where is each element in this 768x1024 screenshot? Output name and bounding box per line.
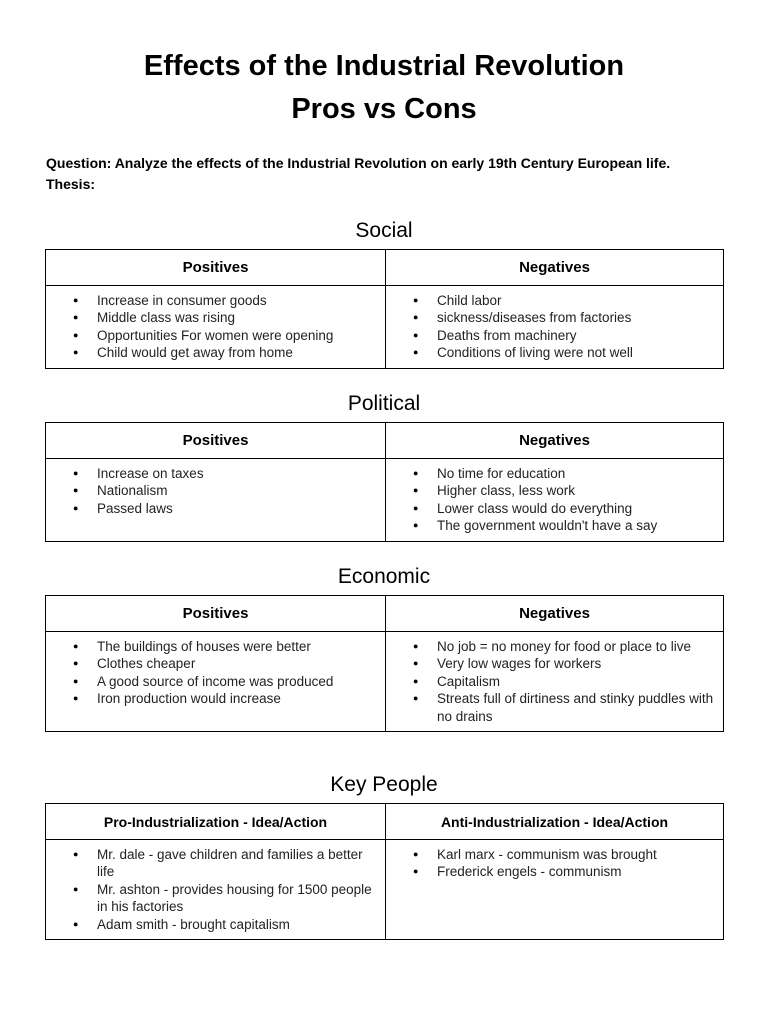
positives-cell (46, 459, 386, 542)
title-line-1: Effects of the Industrial Revolution (143, 50, 625, 82)
column-header-anti-industrialization: Anti-Industrialization - Idea/Action (386, 804, 724, 840)
list-item: ● The buildings of houses were better (52, 638, 379, 655)
list-item: ● Adam smith - brought capitalism (52, 916, 379, 933)
positives-list (52, 465, 379, 517)
list-item: ● Very low wages for workers (392, 655, 717, 672)
list-item: ● sickness/diseases from factories (392, 309, 717, 326)
negatives-cell (386, 286, 724, 369)
negatives-list (392, 638, 717, 725)
list-item: ● Capitalism (392, 673, 717, 690)
column-header-pro-industrialization: Pro-Industrialization - Idea/Action (46, 804, 386, 840)
list-item: ● Conditions of living were not well (392, 344, 717, 361)
column-header-positives: Positives (46, 250, 386, 286)
table-social (45, 249, 724, 369)
list-item: ● Clothes cheaper (52, 655, 379, 672)
section-heading-social: Social (355, 219, 413, 242)
section-heading-political: Political (347, 392, 421, 415)
table-header-row (46, 423, 724, 459)
column-header-positives: Positives (46, 423, 386, 459)
negatives-list (392, 465, 717, 535)
table-header-row (46, 804, 724, 840)
column-header-negatives: Negatives (386, 423, 724, 459)
column-header-positives: Positives (46, 596, 386, 632)
section-heading-key-people: Key People (330, 773, 438, 796)
table-row (46, 632, 724, 732)
list-item: ● Child would get away from home (52, 344, 379, 361)
list-item: ● Middle class was rising (52, 309, 379, 326)
table-political (45, 422, 724, 542)
table-key-people (45, 803, 724, 940)
positives-list (52, 292, 379, 362)
negatives-cell (386, 459, 724, 542)
table-row (46, 286, 724, 369)
table-header-row (46, 250, 724, 286)
list-item: ● Passed laws (52, 500, 379, 517)
positives-cell (46, 286, 386, 369)
list-item: ● Nationalism (52, 482, 379, 499)
table-row (46, 459, 724, 542)
positives-cell (46, 632, 386, 732)
list-item: ● Deaths from machinery (392, 327, 717, 344)
list-item: ● Frederick engels - communism (392, 863, 717, 880)
list-item: ● A good source of income was produced (52, 673, 379, 690)
question-text: Question: Analyze the effects of the Industrial Revolution on early 19th Century European life. (46, 155, 671, 171)
section-heading-economic: Economic (337, 565, 431, 588)
anti-people-list (392, 846, 717, 881)
pro-people-list (52, 846, 379, 933)
list-item: ● Increase in consumer goods (52, 292, 379, 309)
negatives-cell (386, 632, 724, 732)
list-item: ● No time for education (392, 465, 717, 482)
title-line-2: Pros vs Cons (291, 93, 477, 125)
column-header-negatives: Negatives (386, 250, 724, 286)
list-item: ● Child labor (392, 292, 717, 309)
thesis-label: Thesis: (46, 176, 96, 192)
table-header-row (46, 596, 724, 632)
list-item: ● Iron production would increase (52, 690, 379, 707)
column-header-negatives: Negatives (386, 596, 724, 632)
list-item: ● Higher class, less work (392, 482, 717, 499)
list-item: ● Karl marx - communism was brought (392, 846, 717, 863)
list-item: ● Mr. dale - gave children and families a better life (52, 846, 379, 881)
list-item: ● No job = no money for food or place to live (392, 638, 717, 655)
positives-list (52, 638, 379, 708)
list-item: ● Opportunities For women were opening (52, 327, 379, 344)
list-item: ● Streats full of dirtiness and stinky puddles with no drains (392, 690, 717, 725)
list-item: ● The government wouldn't have a say (392, 517, 717, 534)
list-item: ● Increase on taxes (52, 465, 379, 482)
table-economic (45, 595, 724, 732)
anti-people-cell (386, 840, 724, 940)
list-item: ● Mr. ashton - provides housing for 1500 people in his factories (52, 881, 379, 916)
table-row (46, 840, 724, 940)
negatives-list (392, 292, 717, 362)
pro-people-cell (46, 840, 386, 940)
list-item: ● Lower class would do everything (392, 500, 717, 517)
